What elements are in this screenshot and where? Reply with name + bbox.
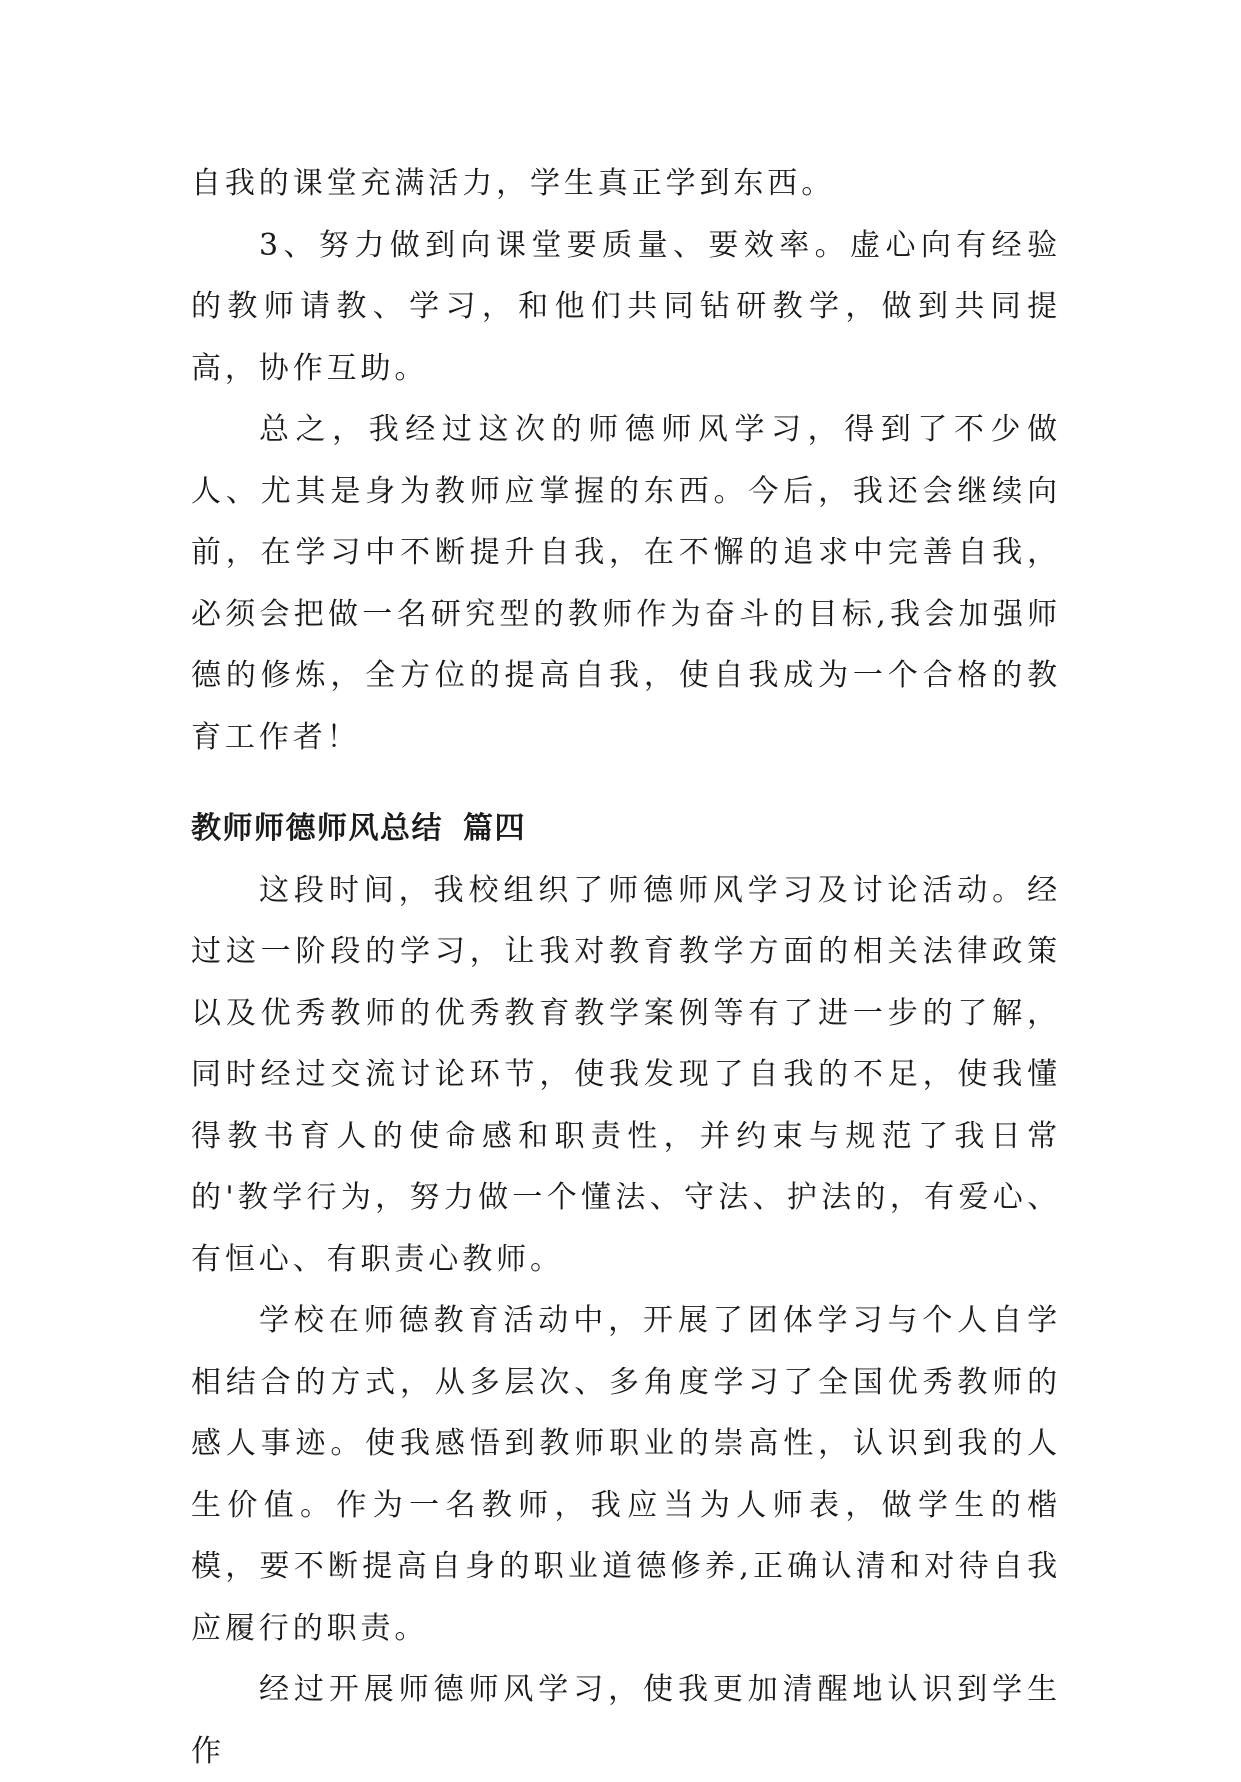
paragraph-item-3: 3、努力做到向课堂要质量、要效率。虚心向有经验的教师请教、学习，和他们共同钻研教学，做到共同提高，协作互助。 (191, 227, 1061, 386)
paragraph-reflection: 经过开展师德师风学习，使我更加清醒地认识到学生作 (191, 1672, 1061, 1769)
paragraph-study-method: 学校在师德教育活动中，开展了团体学习与个人自学相结合的方式，从多层次、多角度学习了全国优秀教师的感人事迹。使我感悟到教师职业的崇高性，认识到我的人生价值。作为一名教师，我应当为人师表，做学生的楷模，要不断提高自身的职业道德修养,正确认清和对待自我应履行的职责。 (191, 1303, 1061, 1646)
document-page (191, 153, 1061, 1782)
paragraph-conclusion: 总之，我经过这次的师德师风学习，得到了不少做人、尤其是身为教师应掌握的东西。今后，我还会继续向前，在学习中不断提升自我，在不懈的追求中完善自我，必须会把做一名研究型的教师作为奋斗的目标,我会加强师德的修炼，全方位的提高自我，使自我成为一个合格的教育工作者！ (191, 412, 1061, 755)
paragraph-intro: 这段时间，我校组织了师德师风学习及讨论活动。经过这一阶段的学习，让我对教育教学方面的相关法律政策以及优秀教师的优秀教育教学案例等有了进一步的了解，同时经过交流讨论环节，使我发现了自我的不足，使我懂得教书育人的使命感和职责性，并约束与规范了我日常的'教学行为，努力做一个懂法、守法、护法的，有爱心、有恒心、有职责心教师。 (191, 872, 1061, 1277)
section-heading: 教师师德师风总结 篇四 (191, 811, 526, 846)
paragraph-continuation: 自我的课堂充满活力，学生真正学到东西。 (191, 166, 836, 201)
